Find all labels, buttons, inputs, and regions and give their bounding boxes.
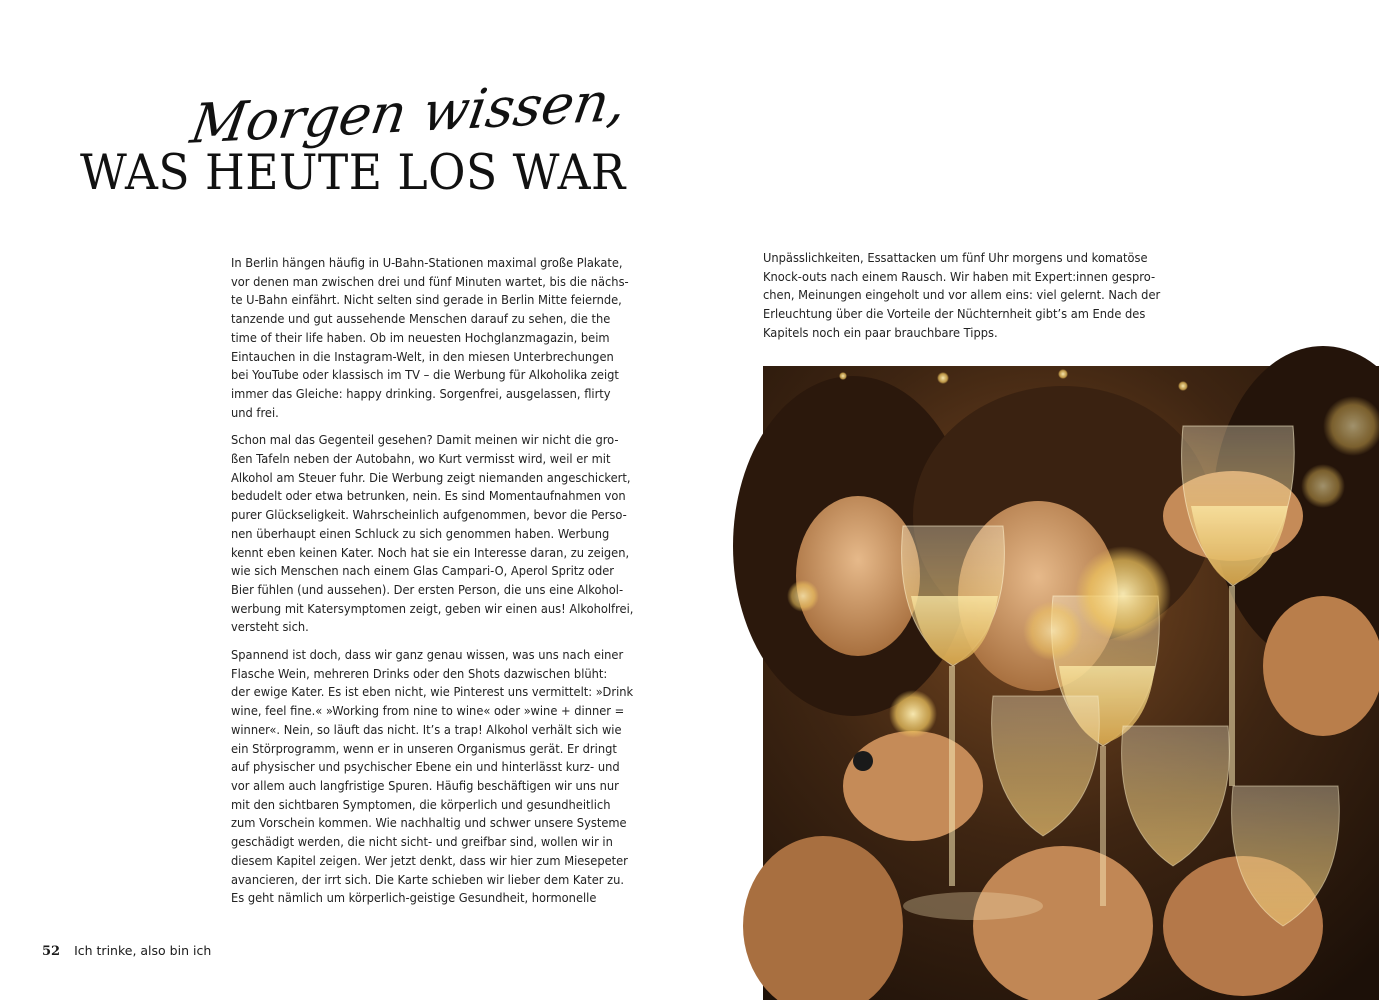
- running-title: Ich trinke, also bin ich: [74, 943, 212, 958]
- text-line: Knock-outs nach einem Rausch. Wir haben mit Expert:innen gespro-: [763, 269, 1156, 284]
- toast-photo: [763, 366, 1379, 1000]
- script-title-text: Morgen wissen,: [186, 69, 631, 156]
- text-line: und frei.: [231, 405, 279, 420]
- text-line: zum Vorschein kommen. Wie nachhaltig und schwer unsere Systeme: [231, 816, 627, 831]
- text-line: Erleuchtung über die Vorteile der Nüchternheit gibt’s am Ende des: [763, 307, 1146, 322]
- text-line: time of their life haben. Ob im neuesten Hochglanzmagazin, beim: [231, 330, 610, 345]
- text-line: werbung mit Katersymptomen zeigt, geben wir einen aus! Alkoholfrei,: [231, 601, 634, 616]
- text-line: Bier fühlen (und aussehen). Der ersten Person, die uns eine Alkohol-: [231, 582, 624, 597]
- paragraph-gap: [231, 637, 621, 646]
- text-line: In Berlin hängen häufig in U-Bahn-Stationen maximal große Plakate,: [231, 256, 623, 270]
- text-line: Alkohol am Steuer fuhr. Die Werbung zeigt niemanden angeschickert,: [231, 470, 631, 485]
- text-line: bei YouTube oder klassisch im TV – die Werbung für Alkoholika zeigt: [231, 368, 619, 383]
- text-line: Schon mal das Gegenteil gesehen? Damit meinen wir nicht die gro-: [231, 433, 619, 448]
- text-line: chen, Meinungen eingeholt und vor allem eins: viel gelernt. Nach der: [763, 288, 1161, 303]
- text-line: Es geht nämlich um körperlich-geistige Gesundheit, hormonelle: [231, 891, 597, 906]
- right-text-column: [763, 249, 1161, 343]
- text-line: mit den sichtbaren Symptomen, die körperlich und gesundheitlich: [231, 797, 611, 812]
- text-line: geschädigt werden, die nicht sicht- und greifbar sind, wollen wir in: [231, 835, 613, 850]
- text-line: winner«. Nein, so läuft das nicht. It’s a trap! Alkohol verhält sich wie: [231, 722, 622, 737]
- toast-wine-glasses-photo-icon: [763, 366, 1379, 1000]
- text-line: Unpässlichkeiten, Essattacken um fünf Uhr morgens und komatöse: [763, 251, 1148, 265]
- page-footer: [42, 943, 211, 959]
- text-line: ßen Tafeln neben der Autobahn, wo Kurt vermisst wird, weil er mit: [231, 452, 611, 467]
- text-line: vor allem auch langfristige Spuren. Häufig beschäftigen wir uns nur: [231, 778, 619, 793]
- text-line: nen überhaupt einen Schluck zu sich genommen haben. Werbung: [231, 526, 610, 541]
- text-line: auf physischer und psychischer Ebene ein und hinterlässt kurz- und: [231, 760, 620, 775]
- text-line: versteht sich.: [231, 620, 309, 635]
- text-line: avancieren, der irrt sich. Die Karte schieben wir lieber dem Kater zu.: [231, 872, 625, 887]
- text-line: kennt eben keinen Kater. Noch hat sie ein Interesse daran, zu zeigen,: [231, 545, 630, 560]
- text-line: ein Störprogramm, wenn er in unseren Organismus gerät. Er dringt: [231, 741, 617, 756]
- text-line: bedudelt oder etwa betrunken, nein. Es sind Momentaufnahmen von: [231, 489, 626, 504]
- chapter-title-caps: WAS HEUTE LOS WAR: [80, 144, 626, 201]
- body-paragraph: [231, 431, 634, 637]
- text-line: purer Glückseligkeit. Wahrscheinlich aufgenommen, bevor die Perso-: [231, 508, 627, 523]
- text-line: Flasche Wein, mehreren Drinks oder den Shots dazwischen blüht:: [231, 666, 608, 681]
- text-line: te U-Bahn einfährt. Nicht selten sind gerade in Berlin Mitte feiernde,: [231, 293, 622, 308]
- text-line: Eintauchen in die Instagram-Welt, in den miesen Unterbrechungen: [231, 349, 614, 364]
- text-line: Spannend ist doch, dass wir ganz genau wissen, was uns nach einer: [231, 648, 624, 663]
- text-line: Kapitels noch ein paar brauchbare Tipps.: [763, 325, 998, 340]
- body-paragraph: [763, 249, 1161, 343]
- paragraph-gap: [231, 422, 621, 431]
- page-number: 52: [42, 944, 61, 959]
- left-text-column: [231, 254, 634, 908]
- text-line: wie sich Menschen nach einem Glas Campari-O, Aperol Spritz oder: [231, 564, 614, 579]
- text-line: diesem Kapitel zeigen. Wer jetzt denkt, dass wir hier zum Miesepeter: [231, 853, 628, 868]
- text-line: wine, feel fine.« »Working from nine to wine« oder »wine + dinner =: [231, 704, 625, 719]
- text-line: vor denen man zwischen drei und fünf Minuten wartet, bis die nächs-: [231, 274, 629, 289]
- text-line: der ewige Kater. Es ist eben nicht, wie Pinterest uns vermittelt: »Drink: [231, 685, 634, 700]
- body-paragraph: [231, 646, 634, 908]
- text-line: tanzende und gut aussehende Menschen darauf zu sehen, die the: [231, 312, 611, 327]
- text-line: immer das Gleiche: happy drinking. Sorgenfrei, ausgelassen, flirty: [231, 386, 611, 401]
- body-paragraph: [231, 254, 629, 422]
